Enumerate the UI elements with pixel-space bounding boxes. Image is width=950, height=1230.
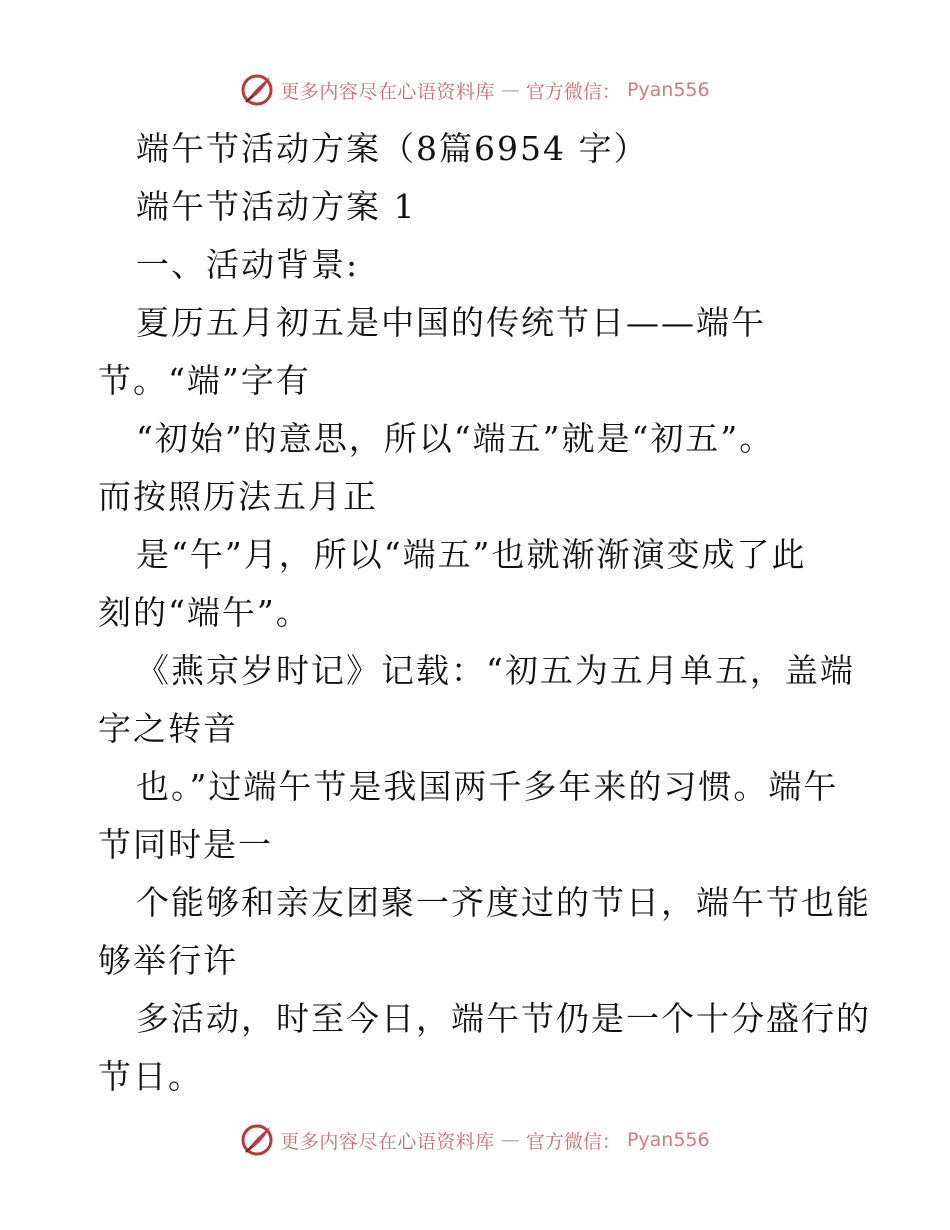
- paragraph-line: 多活动，时至今日，端午节仍是一个十分盛行的: [136, 999, 871, 1038]
- paragraph-line: 而按照历法五月正: [98, 477, 378, 516]
- paragraph-line: 夏历五月初五是中国的传统节日——端午: [136, 303, 766, 342]
- paragraph-line: 刻的“端午”。: [98, 593, 311, 632]
- footer-banner: [0, 1120, 950, 1160]
- paragraph-line: 个能够和亲友团聚一齐度过的节日，端午节也能: [136, 883, 871, 922]
- banner-slogan: 更多内容尽在心语资料库: [280, 80, 495, 103]
- document-title: 端午节活动方案（8篇6954 字）: [136, 129, 649, 168]
- banner-wechat-label: 官方微信：: [525, 80, 621, 103]
- paragraph-line: 节同时是一: [98, 825, 273, 864]
- banner-slogan: 更多内容尽在心语资料库: [280, 1130, 495, 1153]
- paragraph-line: 《燕京岁时记》记载：“初五为五月单五，盖端: [136, 651, 855, 690]
- paragraph-line: 节日。: [98, 1057, 203, 1096]
- banner-separator: —: [500, 79, 520, 101]
- feather-pen-logo-icon: [240, 1123, 274, 1157]
- paragraph-line: 是“午”月，所以“端五”也就渐渐演变成了此: [136, 535, 807, 574]
- document-body: [98, 120, 871, 1106]
- section-heading: 端午节活动方案 1: [136, 187, 417, 226]
- paragraph-line: 字之转音: [98, 709, 238, 748]
- paragraph-line: “初始”的意思，所以“端五”就是“初五”。: [136, 419, 775, 458]
- header-banner: [0, 70, 950, 110]
- banner-separator: —: [500, 1129, 520, 1151]
- subsection-heading: 一、活动背景:: [136, 245, 360, 284]
- paragraph-line: 节。“端”字有: [98, 361, 311, 400]
- paragraph-line: 也。”过端午节是我国两千多年来的习惯。端午: [136, 767, 839, 806]
- paragraph-line: 够举行许: [98, 941, 238, 980]
- feather-pen-logo-icon: [240, 73, 274, 107]
- banner-wechat-id: Pyan556: [626, 79, 710, 101]
- banner-wechat-label: 官方微信：: [525, 1130, 621, 1153]
- banner-wechat-id: Pyan556: [626, 1129, 710, 1151]
